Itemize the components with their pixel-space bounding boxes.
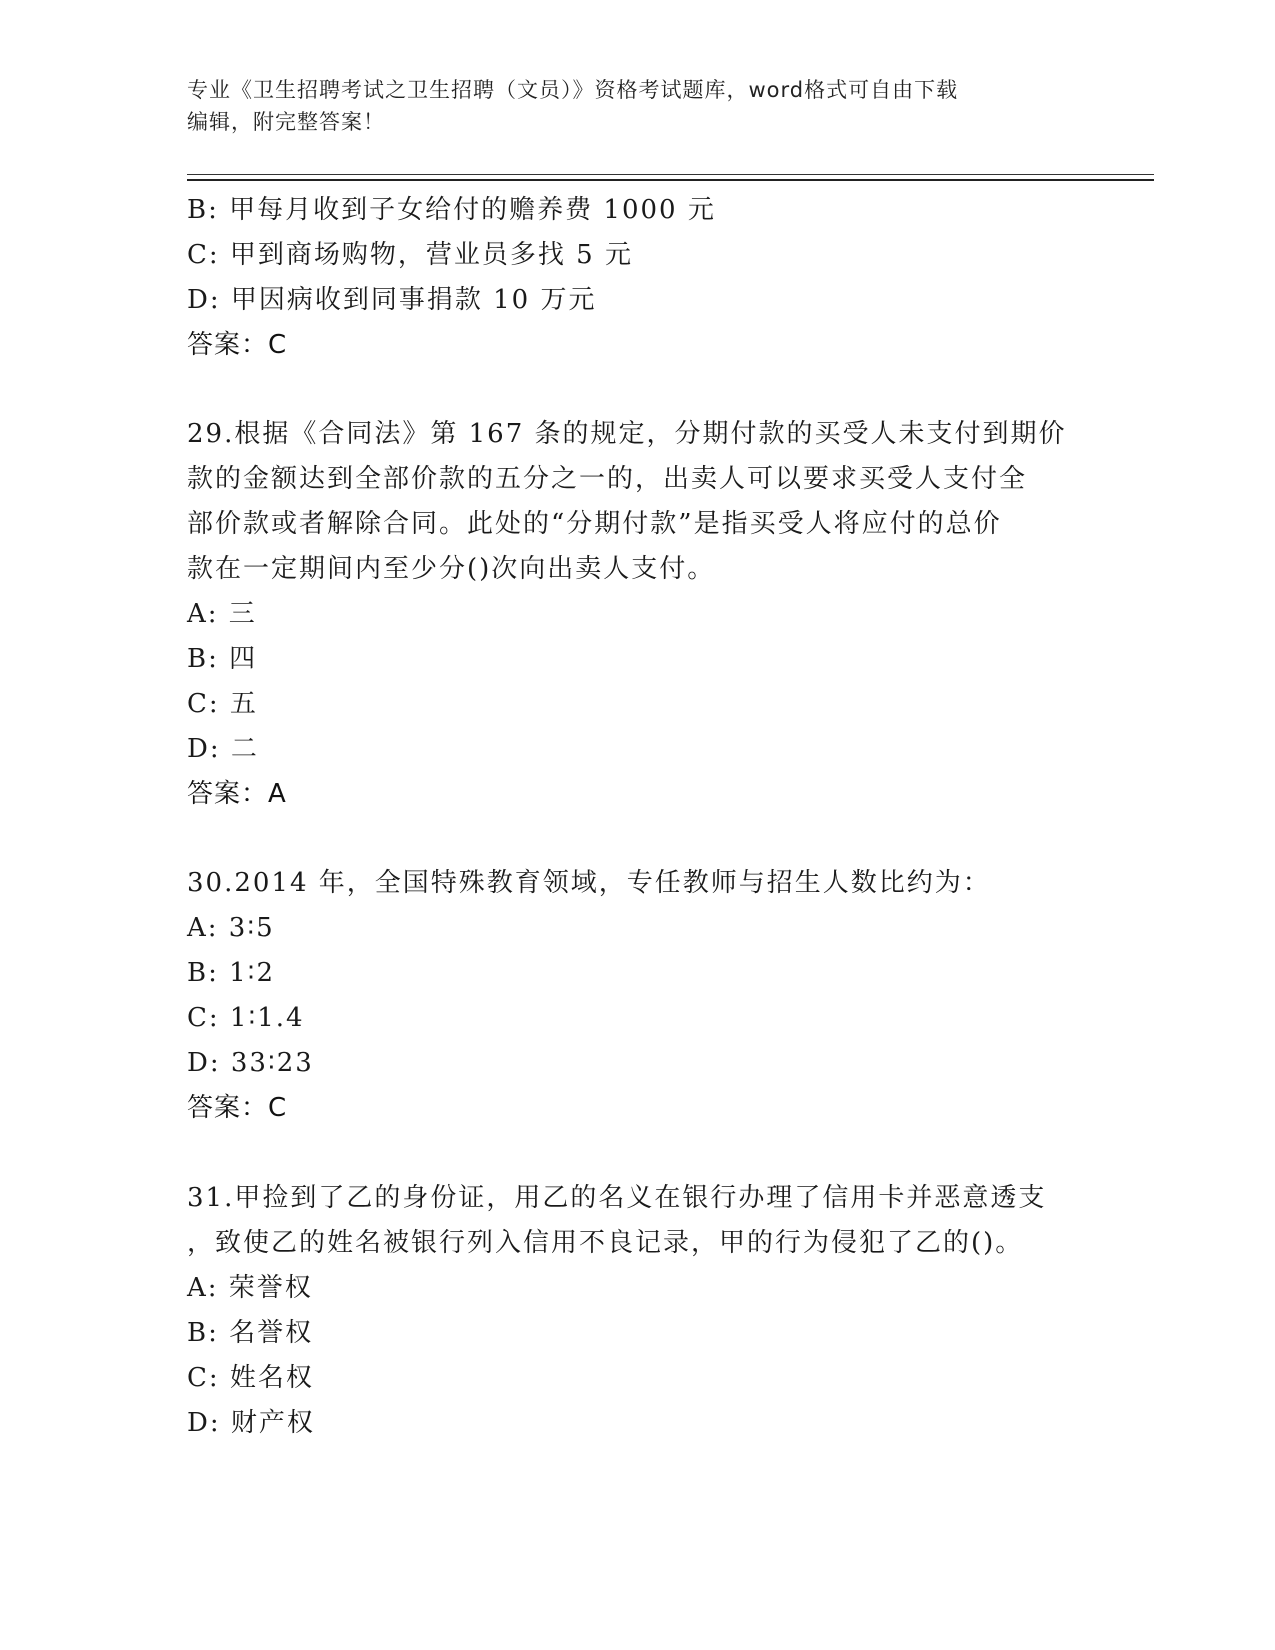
q29-option-a: A: 三 [187,599,257,629]
q29-answer: 答案：A [187,779,287,809]
q30-option-b: B: 1∶2 [187,958,275,988]
document-header [187,74,1087,138]
q30-text-line-1: 30.2014 年，全国特殊教育领域，专任教师与招生人数比约为： [187,868,991,898]
q29-text-line-3: 部价款或者解除合同。此处的“分期付款”是指买受人将应付的总价 [187,509,1002,539]
q29-option-c: C: 五 [187,689,258,719]
q28-answer: 答案：C [187,330,288,360]
q30-answer: 答案：C [187,1093,288,1123]
q29-option-d: D: 二 [187,734,259,764]
q30-option-a: A: 3∶5 [187,913,275,943]
q31-option-b: B: 名誉权 [187,1318,314,1348]
q30-option-c: C: 1∶1.4 [187,1003,305,1033]
q28-option-b: B: 甲每月收到子女给付的赡养费 1000 元 [187,195,716,225]
q29-text-line-1: 29.根据《合同法》第 167 条的规定，分期付款的买受人未支付到期价 [187,419,1067,449]
q29-text-line-4: 款在一定期间内至少分()次向出卖人支付。 [187,554,716,584]
q31-text-line-1: 31.甲捡到了乙的身份证，用乙的名义在银行办理了信用卡并恶意透支 [187,1183,1047,1213]
header-rule-thin [187,174,1154,175]
q29-option-b: B: 四 [187,644,258,674]
q31-option-c: C: 姓名权 [187,1363,314,1393]
header-line-2: 编辑，附完整答案！ [187,110,385,134]
q30-option-d: D: 33∶23 [187,1048,314,1078]
q31-text-line-2: ，致使乙的姓名被银行列入信用不良记录，甲的行为侵犯了乙的()。 [187,1228,1024,1258]
q28-option-d: D: 甲因病收到同事捐款 10 万元 [187,285,597,315]
q31-option-a: A: 荣誉权 [187,1273,313,1303]
q28-option-c: C: 甲到商场购物，营业员多找 5 元 [187,240,633,270]
header-line-1: 专业《卫生招聘考试之卫生招聘（文员）》资格考试题库，word格式可自由下载 [187,78,959,102]
q29-text-line-2: 款的金额达到全部价款的五分之一的，出卖人可以要求买受人支付全 [187,464,1028,494]
header-rule-thick [187,179,1154,181]
q31-option-d: D: 财产权 [187,1408,315,1438]
